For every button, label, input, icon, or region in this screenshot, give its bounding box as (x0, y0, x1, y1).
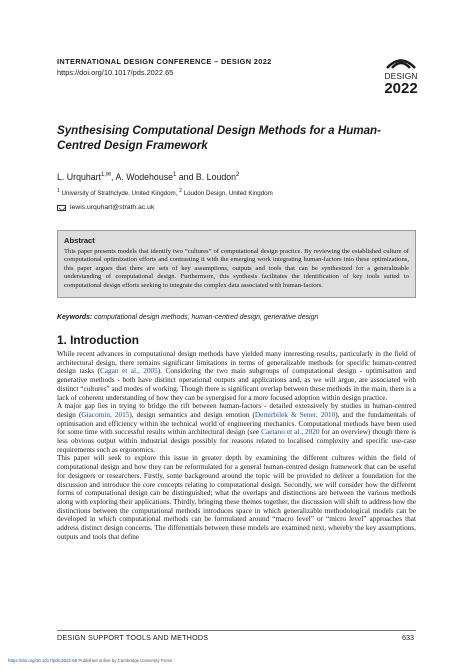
author-separator: and (176, 171, 196, 182)
paragraph-text: ), and the fundamentals of optimisation and efficiency within the technical world of engineering mechanics. Computational methods have been used for some time with successful results within architectural design (see (57, 410, 417, 437)
affiliation-mark: 1 (57, 188, 60, 194)
conference-name: INTERNATIONAL DESIGN CONFERENCE – DESIGN 2022 (57, 57, 272, 66)
citation-link[interactable]: Caetano et al., 2020 (261, 428, 320, 437)
author-affiliation-mark: 1,✉ (101, 172, 112, 178)
paragraph (57, 350, 416, 402)
author-name: L. Urquhart (57, 171, 102, 182)
author-name: A. Wodehouse (115, 171, 173, 182)
affiliation-text: Loudon Design, United Kingdom (183, 190, 273, 198)
affiliations (57, 188, 273, 197)
keywords-text: computational design methods, human-centred design, generative design (92, 314, 319, 321)
paragraph-text: While recent advances in computational design methods have yielded many interesting results, particularly in the field of architectural design, there remains significant limitations in terms of generalizable methods for specific human-centred design tasks ( (57, 350, 416, 376)
publisher-note: Published online by Cambridge University Press (77, 658, 173, 663)
page-number: 633 (402, 633, 414, 642)
footer-divider (57, 630, 416, 631)
footer-track-name: DESIGN SUPPORT TOOLS AND METHODS (57, 633, 209, 642)
paper-doi[interactable]: https://doi.org/10.1017/pds.2022.65 (57, 68, 174, 77)
paragraph-text: This paper will seek to explore this issue in greater depth by examining the different cultures within the field of computational design and how they can be reformulated for a general human-centred design framework that can be useful for designers or researchers. Firstly, some background around the topic will be provided to deliver a foundation for the discussion and introduce the core concepts relating to computational design. Secondly, we will consider how the different forms of computational design can be distinguished; what the overlaps and distinctions are between the various methods along with exploring their applications. Thirdly, bringing these themes together, the discussion will shift to address how the distinctions between the computational methods introduces space in which generalizable methodological models can be developed in which computational methods can be formulated around “macro level” or “micro level” approaches that address distinct design concerns. The differentials between these models are examined next, whereby the key assumptions, outputs and tools that define (57, 454, 416, 541)
email-address[interactable]: lewis.urquhart@strath.ac.uk (70, 204, 155, 211)
keywords-label: Keywords: (57, 314, 93, 321)
paragraph-text: for an overview) though there is less obvious output within industrial design possibly for reasons related to localised complexity and specific use-case requirements such as ergonomics. (57, 428, 416, 454)
section-heading: 1. Introduction (57, 333, 139, 347)
publisher-line (8, 658, 172, 663)
citation-link[interactable]: Demirbilek & Sener, 2010 (254, 410, 336, 419)
corresponding-email (57, 204, 154, 211)
affiliation-mark: 2 (179, 188, 182, 194)
logo-arc-icon (385, 55, 417, 69)
author-affiliation-mark: 1 (173, 172, 177, 178)
envelope-icon (57, 205, 66, 211)
publisher-doi-link[interactable]: https://doi.org/10.1017/pds.2022.65 (8, 658, 78, 663)
author-list (57, 171, 239, 182)
paragraph-text: A major gap lies in trying to bridge the rift between human-factors - detailed extensively by studies in human-centred design ( (57, 402, 416, 419)
abstract-box (57, 230, 416, 298)
author-name: B. Loudon (195, 171, 237, 182)
citation-link[interactable]: Giacomin, 2015 (81, 410, 130, 419)
paragraph-text: ), design semantics and design emotion ( (129, 410, 255, 419)
design-conference-logo (381, 55, 421, 103)
body-text (57, 350, 416, 541)
affiliation-text: University of Strathclyde, United Kingdom, (61, 190, 180, 198)
keywords (57, 314, 416, 321)
paper-title: Synthesising Computational Design Methods for a Human-Centred Design Framework (57, 124, 382, 152)
citation-link[interactable]: Cagan et al., 2005 (99, 367, 158, 376)
author-affiliation-mark: 2 (236, 172, 240, 178)
paragraph-text: ). Considering the two main subgroups of computational design - optimisation and generative methods - both have distinct operational outputs and applications and, as we will argue, are associated with distinct “cultures” and modes of working. Though there is significant overlap between these methods in the main, there is a lack of coherent understanding of how they can be synergised for a more focused adoption within design practice. (57, 367, 416, 402)
abstract-text: This paper presents models that identify two “cultures” of computational design practice. By reviewing the established culture of computational optimization efforts and contrasting it with the emerging work integrating human-factors into these optimizations, this paper argues that there are sets of key assumptions, outputs and tools that can be synthesized for a generalizable understanding of computational design. Furthermore, this synthesis facilitates the identification of key tools suited to computational design efforts seeking to integrate the complex data associated with human-factors. (64, 248, 409, 289)
abstract-heading: Abstract (64, 236, 95, 245)
logo-word: DESIGN (384, 71, 418, 81)
paragraph (57, 402, 416, 454)
logo-year: 2022 (384, 80, 418, 97)
author-separator: , (111, 171, 116, 182)
paragraph (57, 454, 416, 541)
